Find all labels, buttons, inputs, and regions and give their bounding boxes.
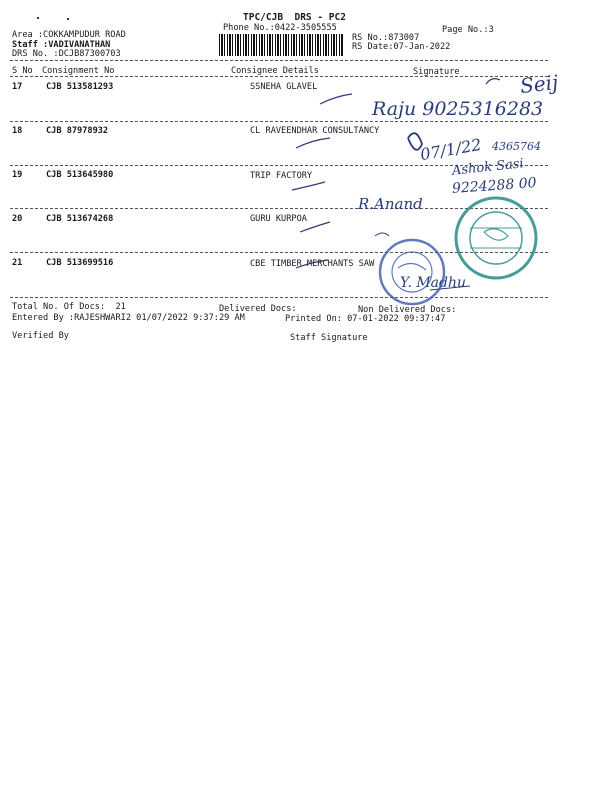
row-consignment: CJB 513645980	[46, 170, 114, 180]
handwritten-name: Ashok Sasi	[451, 156, 525, 179]
non-delivered-docs: Non Delivered Docs:	[358, 305, 457, 315]
row-consignee: TRIP FACTORY	[250, 171, 313, 181]
row-consignee: CL RAVEENDHAR CONSULTANCY	[250, 126, 380, 136]
rs-date: RS Date:07-Jan-2022	[352, 42, 451, 52]
column-header-consignment: Consignment No	[42, 66, 115, 76]
signature-stroke	[292, 182, 325, 190]
column-header-sno: S No	[12, 66, 33, 76]
entered-by: Entered By :RAJESHWARI2 01/07/2022 9:37:29 AM	[12, 313, 245, 323]
signature-stroke	[408, 133, 422, 150]
row-consignee: CBE TIMBER MERCHANTS SAW	[250, 259, 375, 269]
handwritten-signature: Seij	[518, 70, 560, 98]
verified-by-label: Verified By	[12, 331, 69, 341]
row-consignee: SSNEHA GLAVEL	[250, 82, 318, 92]
row-sno: 19	[12, 170, 23, 180]
company-stamp	[456, 198, 536, 278]
handwritten-phone: 9224288 00	[451, 175, 538, 197]
handwritten-signature: R.Anand	[358, 195, 423, 213]
row-consignment: CJB 513699516	[46, 258, 114, 268]
signature-stroke	[296, 260, 328, 268]
document-title: TPC/CJB DRS - PC2	[243, 12, 346, 23]
total-docs: Total No. Of Docs: 21	[12, 302, 126, 312]
row-consignment: CJB 513581293	[46, 82, 114, 92]
handwritten-number: 4365764	[492, 140, 541, 153]
column-header-signature: Signature	[413, 67, 460, 77]
row-sno: 21	[12, 258, 23, 268]
handwritten-date: 07/1/22	[418, 134, 483, 165]
signature-stroke	[430, 286, 470, 290]
row-consignment: CJB 87978932	[46, 126, 109, 136]
signature-stroke	[375, 233, 389, 236]
signature-stroke	[300, 222, 330, 232]
company-stamp	[380, 240, 444, 304]
column-header-consignee: Consignee Details	[231, 66, 319, 76]
page-number: Page No.:3	[442, 25, 494, 35]
printed-on: Printed On: 07-01-2022 09:37:47	[285, 314, 446, 324]
signature-stroke	[296, 138, 330, 148]
phone-number: Phone No.:0422-3505555	[223, 23, 337, 33]
handwritten-signature: Y. Madhu	[400, 275, 467, 291]
drs-number: DRS No. :DCJB87300703	[12, 49, 121, 59]
row-sno: 20	[12, 214, 23, 224]
handwritten-phone: Raju 9025316283	[372, 98, 544, 120]
area-label: Area :COKKAMPUDUR ROAD	[12, 30, 126, 40]
staff-signature-label: Staff Signature	[290, 333, 368, 343]
rs-number: RS No.:873007	[352, 33, 420, 43]
row-sno: 18	[12, 126, 23, 136]
signature-stroke	[486, 79, 500, 84]
delivered-docs: Delivered Docs:	[219, 304, 297, 314]
row-consignee: GURU KURPOA	[250, 214, 307, 224]
row-sno: 17	[12, 82, 23, 92]
staff-label: Staff :VADIVANATHAN	[12, 40, 111, 50]
row-consignment: CJB 513674268	[46, 214, 114, 224]
signature-stroke	[320, 94, 352, 104]
